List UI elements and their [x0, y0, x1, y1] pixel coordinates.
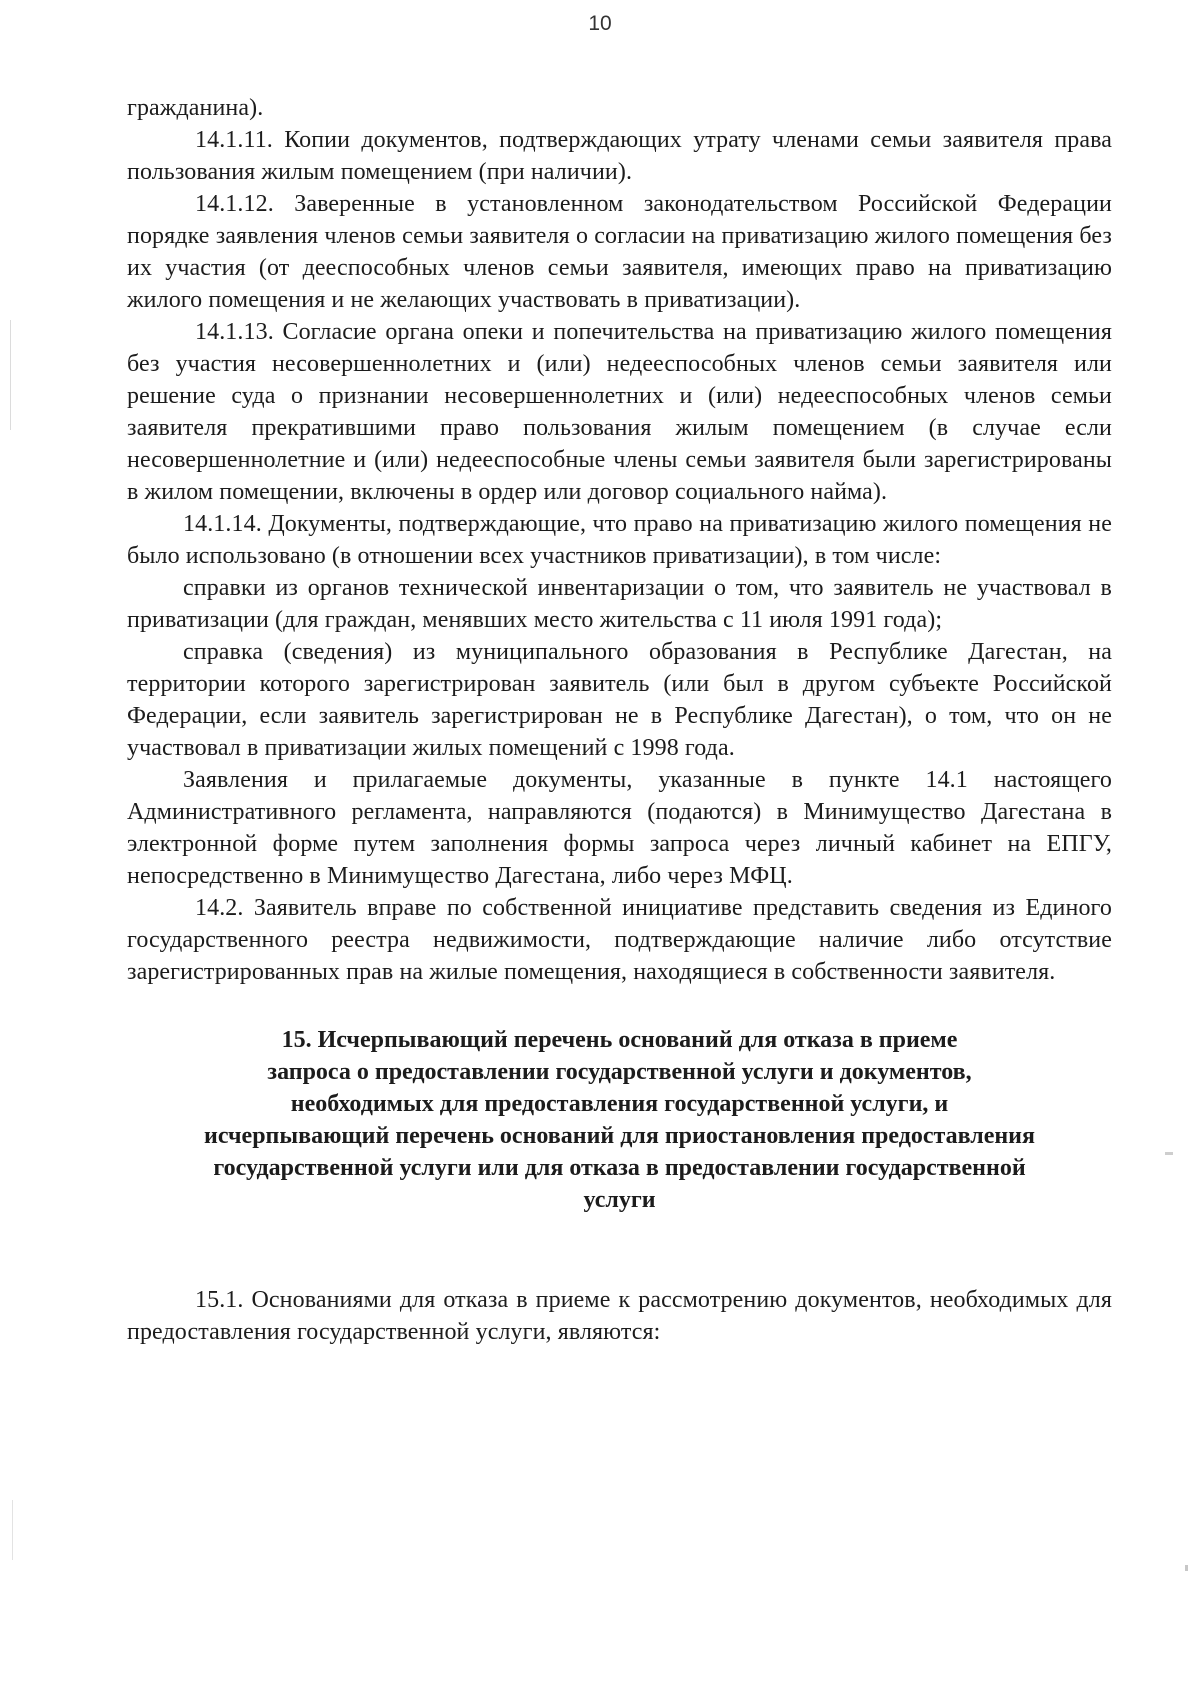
paragraph-bti-certificates: справки из органов технической инвентаризации о том, что заявитель не участвовал в приватизации (для граждан, менявших место жительства с 11 июля 1991 года);	[127, 575, 1112, 633]
section-15-heading	[127, 1024, 1112, 1216]
scan-artifact	[10, 320, 11, 430]
paragraph-15-1: 15.1. Основаниями для отказа в приеме к рассмотрению документов, необходимых для предоставления государственной услуги, являются:	[127, 1287, 1112, 1345]
paragraph-14-2: 14.2. Заявитель вправе по собственной инициативе представить сведения из Единого государственного реестра недвижимости, подтверждающие наличие либо отсутствие зарегистрированных прав на жилые помещения, находящиеся в собственности заявителя.	[127, 895, 1112, 985]
scan-artifact	[12, 1500, 13, 1560]
paragraph-14-1-11: 14.1.11. Копии документов, подтверждающих утрату членами семьи заявителя права пользования жилым помещением (при наличии).	[127, 127, 1112, 185]
paragraph-14-1-13: 14.1.13. Согласие органа опеки и попечительства на приватизацию жилого помещения без участия несовершеннолетних и (или) недееспособных членов семьи заявителя или решение суда о признании несовершеннолетних и (или) недееспособных членов семьи заявителя прекратившими право пользования жилым помещением (в случае если несовершеннолетние и (или) недееспособные члены семьи заявителя были зарегистрированы в жилом помещении, включены в ордер или договор социального найма).	[127, 319, 1112, 505]
heading-line: исчерпывающий перечень оснований для приостановления предоставления	[204, 1123, 1035, 1149]
page-number: 10	[588, 12, 612, 35]
heading-line: необходимых для предоставления государственной услуги, и	[290, 1091, 949, 1117]
document-body	[127, 92, 1112, 1348]
paragraph-14-1-12: 14.1.12. Заверенные в установленном законодательством Российской Федерации порядке заявления членов семьи заявителя о согласии на приватизацию жилого помещения без их участия (от дееспособных членов семьи заявителя, имеющих право на приватизацию жилого помещения и не желающих участвовать в приватизации).	[127, 191, 1112, 313]
paragraph-submission-methods: Заявления и прилагаемые документы, указанные в пункте 14.1 настоящего Административного регламента, направляются (подаются) в Минимущество Дагестана в электронной форме путем заполнения формы запроса через личный кабинет на ЕПГУ, непосредственно в Минимущество Дагестана, либо через МФЦ.	[127, 767, 1112, 889]
paragraph-14-1-14: 14.1.14. Документы, подтверждающие, что право на приватизацию жилого помещения не было использовано (в отношении всех участников приватизации), в том числе:	[127, 511, 1112, 569]
section-gap	[127, 1216, 1112, 1284]
paragraph-continuation: гражданина).	[127, 95, 264, 121]
heading-line: запроса о предоставлении государственной услуги и документов,	[267, 1059, 972, 1085]
heading-line: государственной услуги или для отказа в предоставлении государственной	[213, 1155, 1026, 1181]
paragraph-municipal-certificate: справка (сведения) из муниципального образования в Республике Дагестан, на территории которого зарегистрирован заявитель (или был в другом субъекте Российской Федерации, если заявитель зарегистрирован не в Республике Дагестан), о том, что он не участвовал в приватизации жилых помещений с 1998 года.	[127, 639, 1112, 761]
heading-line: услуги	[583, 1187, 656, 1213]
scan-artifact	[1185, 1565, 1188, 1571]
scan-artifact	[1165, 1152, 1173, 1155]
heading-line: 15. Исчерпывающий перечень оснований для отказа в приеме	[281, 1027, 958, 1053]
